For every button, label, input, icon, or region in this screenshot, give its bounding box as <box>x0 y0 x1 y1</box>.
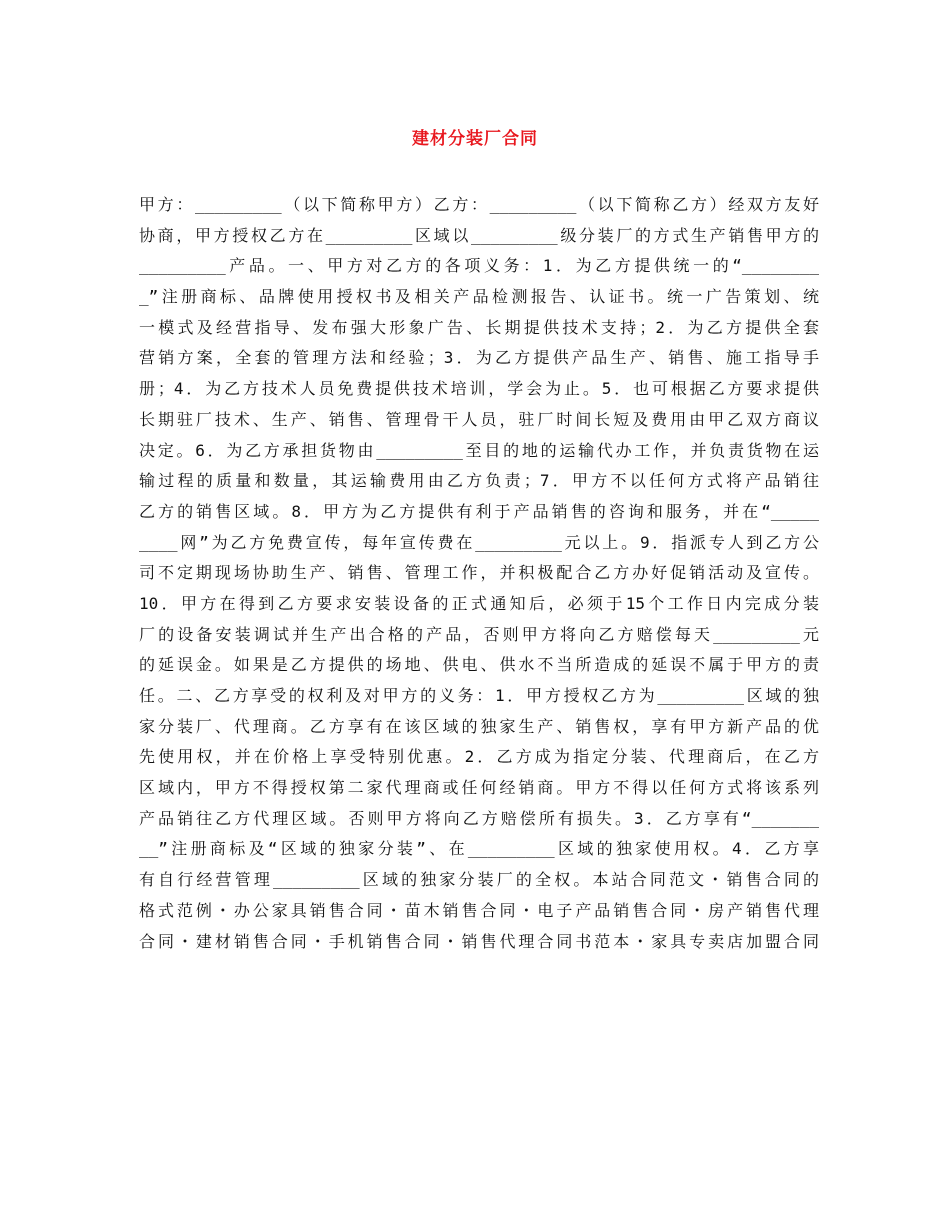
body-line: 格式范例・办公家具销售合同・苗木销售合同・电子产品销售合同・房产销售代理 <box>139 900 819 920</box>
body-line: 的延误金。如果是乙方提供的场地、供电、供水不当所造成的延误不属于甲方的责 <box>139 655 819 675</box>
body-line: 厂的设备安装调试并生产出合格的产品，否则甲方将向乙方赔偿每天_________元 <box>139 624 819 644</box>
contract-body <box>139 190 819 957</box>
body-line: 乙方的销售区域。8．甲方为乙方提供有利于产品销售的咨询和服务，并在“_____ <box>139 501 819 521</box>
body-line: 决定。6．为乙方承担货物由_________至目的地的运输代办工作，并负责货物在运 <box>139 440 819 460</box>
body-line: 10．甲方在得到乙方要求安装设备的正式通知后，必须于15个工作日内完成分装 <box>139 593 819 613</box>
body-line: 司不定期现场协助生产、销售、管理工作，并积极配合乙方办好促销活动及宣传。 <box>139 563 819 583</box>
body-line: 家分装厂、代理商。乙方享有在该区域的独家生产、销售权，享有甲方新产品的优 <box>139 716 819 736</box>
body-line: 长期驻厂技术、生产、销售、管理骨干人员，驻厂时间长短及费用由甲乙双方商议 <box>139 409 819 429</box>
body-line: 输过程的质量和数量，其运输费用由乙方负责；7．甲方不以任何方式将产品销往 <box>139 471 819 491</box>
body-line: 合同・建材销售合同・手机销售合同・销售代理合同书范本・家具专卖店加盟合同 <box>139 931 819 951</box>
body-line: ____网”为乙方免费宣传，每年宣传费在_________元以上。9．指派专人到乙方公 <box>139 532 819 552</box>
body-line: 区域内，甲方不得授权第二家代理商或任何经销商。甲方不得以任何方式将该系列 <box>139 778 819 798</box>
body-line: 先使用权，并在价格上享受特别优惠。2．乙方成为指定分装、代理商后，在乙方 <box>139 747 819 767</box>
body-line: _”注册商标、品牌使用授权书及相关产品检测报告、认证书。统一广告策划、统 <box>139 287 819 307</box>
body-line: 产品销往乙方代理区域。否则甲方将向乙方赔偿所有损失。3．乙方享有“_______ <box>139 808 819 828</box>
body-line: 一模式及经营指导、发布强大形象广告、长期提供技术支持；2．为乙方提供全套 <box>139 317 819 337</box>
body-line: 任。二、乙方享受的权利及对甲方的义务：1．甲方授权乙方为_________区域的独 <box>139 686 819 705</box>
body-line: 册；4．为乙方技术人员免费提供技术培训，学会为止。5．也可根据乙方要求提供 <box>139 379 819 399</box>
body-line: __”注册商标及“区域的独家分装”、在_________区域的独家使用权。4．乙方享 <box>139 839 819 859</box>
body-line: _________产品。一、甲方对乙方的各项义务：1．为乙方提供统一的“________ <box>139 256 819 276</box>
body-line: 有自行经营管理_________区域的独家分装厂的全权。本站合同范文・销售合同的 <box>139 870 819 890</box>
body-line: 协商，甲方授权乙方在_________区域以_________级分装厂的方式生产销售甲方的 <box>139 225 819 245</box>
body-line: 甲方：_________（以下简称甲方）乙方：_________（以下简称乙方）经双方友好 <box>139 195 819 214</box>
document-title: 建材分装厂合同 <box>412 129 538 149</box>
body-line: 营销方案，全套的管理方法和经验；3．为乙方提供产品生产、销售、施工指导手 <box>139 348 819 368</box>
